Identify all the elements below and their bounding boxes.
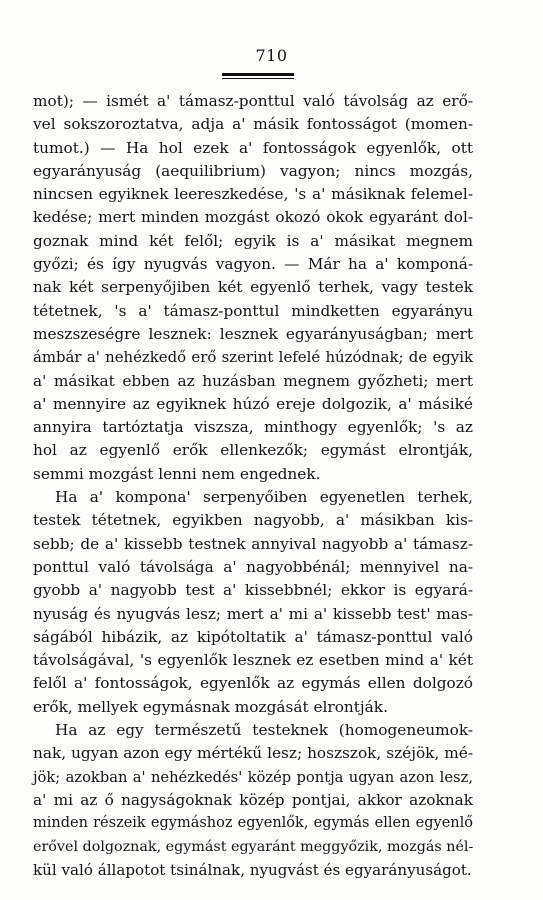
text-line: semmi mozgást lenni nem engednek. bbox=[33, 464, 321, 483]
text-line: kül való állapotot tsinálnak, nyugvást és egyarányuságot. bbox=[33, 860, 472, 879]
text-line: sebb; de a' kissebb testnek annyival nagyobb a' támasz- bbox=[33, 534, 473, 553]
text-line: testek tétetnek, egyikben nagyobb, a' másikban kis- bbox=[33, 511, 473, 530]
text-line: ámbár a' nehézkedő erő szerint lefelé húzódnak; de egyik bbox=[33, 348, 473, 367]
text-line: felől a' fontosságok, egyenlők az egymás ellen dolgozó bbox=[33, 674, 473, 693]
text-line: a' mi az ő nagyságoknak közép pontjai, akkor azoknak bbox=[33, 790, 473, 809]
text-line: gyobb a' nagyobb test a' kissebbnél; ekkor is egyará- bbox=[33, 581, 473, 600]
page-number: 710 bbox=[255, 46, 288, 65]
text-line: hol az egyenlő erők ellenkezők; egymást elrontják, bbox=[33, 441, 473, 460]
text-line: erővel dolgoznak, egymást egyaránt meggyőzik, mozgás nél- bbox=[33, 838, 474, 855]
text-line: Ha a' kompona' serpenyőiben egyenetlen terhek, bbox=[55, 488, 473, 507]
text-line: tétetnek, 's a' támasz-ponttul mindketten egyarányu bbox=[33, 301, 473, 320]
text-line: a' mennyire az egyiknek húzó ereje dolgozik, a' másiké bbox=[33, 394, 473, 413]
text-line: mot); — ismét a' támasz-ponttul való távolság az erő- bbox=[33, 92, 473, 110]
text-line: kedése; mert minden mozgást okozó okok egyaránt dol- bbox=[33, 208, 473, 227]
text-line: erők, mellyek egymásnak mozgását elrontják. bbox=[33, 697, 388, 716]
text-line: egyarányuság (aequilibrium) vagyon; nincs mozgás, bbox=[33, 161, 473, 180]
text-line: goznak mind két felől; egyik is a' másikat megnem bbox=[33, 231, 473, 250]
text-line: Ha az egy természetű testeknek (homogeneumok- bbox=[55, 721, 473, 740]
text-line: meszszeségre lesznek: lesznek egyarányuságban; mert bbox=[33, 324, 473, 343]
text-line: ságából hibázik, az kipótoltatik a' támasz-ponttul való bbox=[33, 627, 473, 646]
text-line: nincsen egyiknek leereszkedése, 's a' másiknak felemel- bbox=[33, 185, 473, 204]
header-rule-thin bbox=[222, 78, 294, 79]
text-line: jök; azokban a' nehézkedés' közép pontja ugyan azon lesz, bbox=[33, 768, 473, 786]
text-line: annyira tartóztatja viszsza, minthogy egyenlők; 's az bbox=[33, 418, 473, 437]
header-rule-thick bbox=[222, 73, 294, 76]
text-line: nyuság és nyugvás lesz; mert a' mi a' kissebb test' mas- bbox=[33, 604, 473, 623]
text-line: nak, ugyan azon egy mértékű lesz; hoszszok, széjök, mé- bbox=[33, 744, 473, 763]
text-line: vel sokszoroztatva, adja a' másik fontosságot (momen- bbox=[33, 115, 473, 134]
text-line: ponttul való távolsága a' nagyobbénál; mennyivel na- bbox=[33, 557, 473, 576]
body-text bbox=[33, 90, 473, 882]
text-line: győzi; és így nyugvás vagyon. — Már ha a' komponá- bbox=[33, 255, 473, 274]
text-line: távolságával, 's egyenlők lesznek ez esetben mind a' két bbox=[33, 651, 473, 670]
text-line: tumot.) — Ha hol ezek a' fontosságok egyenlők, ott bbox=[33, 138, 473, 157]
text-line: a' másikat ebben az huzásban megnem győzheti; mert bbox=[33, 371, 473, 390]
text-line: minden részeik egymáshoz egyenlők, egymás ellen egyenlő bbox=[33, 815, 473, 832]
text-line: nak két serpenyőjiben két egyenlő terhek, vagy testek bbox=[33, 278, 473, 297]
